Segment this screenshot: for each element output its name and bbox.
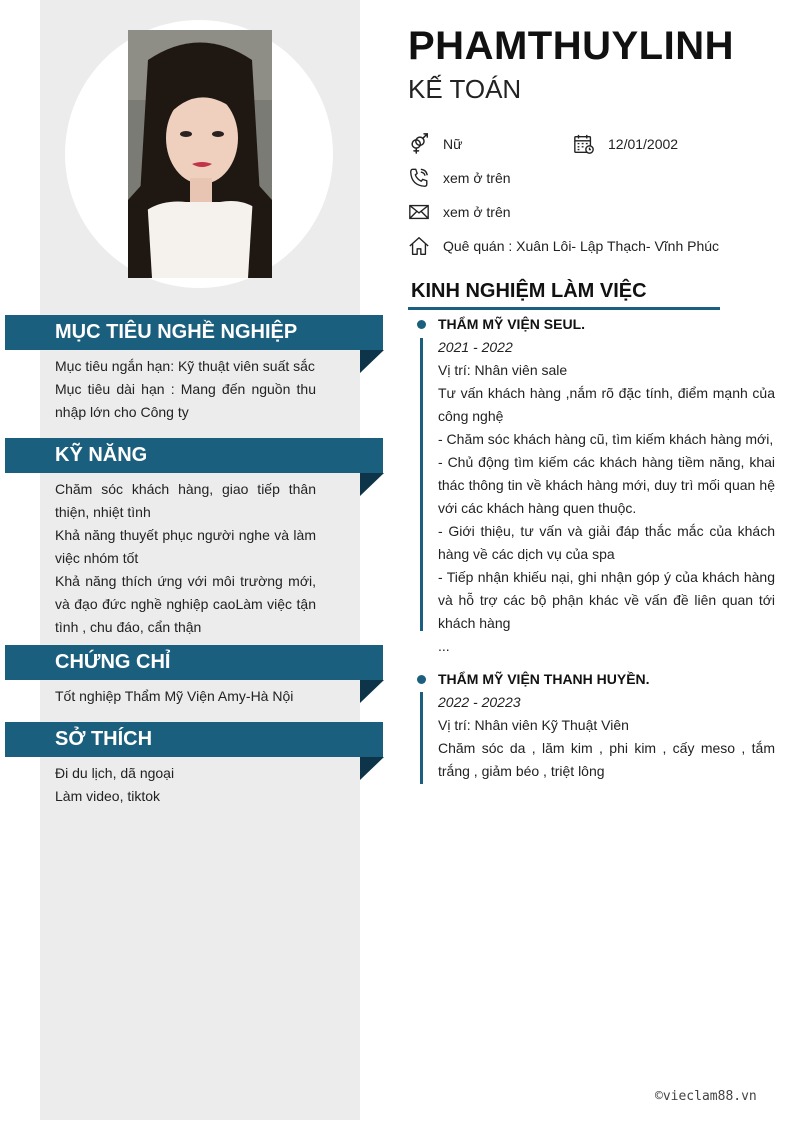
phone-icon xyxy=(408,167,430,189)
address-row xyxy=(408,235,719,257)
phone-row xyxy=(408,167,511,189)
job-position: Vị trí: Nhân viên sale xyxy=(438,362,568,378)
certificates-body xyxy=(55,685,316,708)
phone-value: xem ở trên xyxy=(443,170,511,186)
objective-title: MỤC TIÊU NGHỀ NGHIỆP xyxy=(55,321,298,343)
home-icon xyxy=(408,235,430,257)
certificates-fold xyxy=(360,680,384,703)
gender-value: Nữ xyxy=(443,136,463,152)
skills-title: KỸ NĂNG xyxy=(55,444,148,466)
birthdate-row xyxy=(573,133,678,155)
objective-short-term: Mục tiêu ngắn hạn: Kỹ thuật viên suất sắc xyxy=(55,358,315,374)
email-row xyxy=(408,201,511,223)
email-value: xem ở trên xyxy=(443,204,511,220)
candidate-name: PHAMTHUYLINH xyxy=(408,24,734,68)
experience-underline xyxy=(408,307,720,310)
hobby-item: Đi du lịch, dã ngoại xyxy=(55,765,175,781)
calendar-icon xyxy=(573,133,595,155)
job-title: KẾ TOÁN xyxy=(408,74,522,104)
skill-item: Khả năng thuyết phục người nghe và làm việc nhóm tốt xyxy=(55,527,316,566)
job-line: - Tiếp nhận khiếu nại, ghi nhận góp ý của khách hàng và hỗ trợ các bộ phận khác về vấn đề liên quan tới khách hàng xyxy=(438,569,775,631)
skills-header xyxy=(5,438,383,473)
hobbies-fold xyxy=(360,757,384,780)
skill-item: Chăm sóc khách hàng, giao tiếp thân thiện, nhiệt tình xyxy=(55,481,316,520)
hobbies-header xyxy=(5,722,383,757)
job-line: - Giới thiệu, tư vấn và giải đáp thắc mắc của khách hàng về các dịch vụ của spa xyxy=(438,523,775,562)
objective-fold xyxy=(360,350,384,373)
timeline-line xyxy=(420,692,423,784)
job-line: ... xyxy=(438,638,450,654)
experience-heading: KINH NGHIỆM LÀM VIỆC xyxy=(411,280,647,302)
timeline-dot xyxy=(417,675,426,684)
watermark: ©vieclam88.vn xyxy=(655,1089,757,1104)
birthdate-value: 12/01/2002 xyxy=(608,136,679,152)
experience-job xyxy=(438,313,775,658)
hobby-item: Làm video, tiktok xyxy=(55,788,161,804)
gender-row xyxy=(408,133,462,155)
company-name: THẨM MỸ VIỆN THANH HUYỀN. xyxy=(438,671,650,687)
skills-fold xyxy=(360,473,384,496)
experience-job xyxy=(438,668,775,783)
gender-icon xyxy=(408,133,430,155)
job-line: Chăm sóc da , lăm kim , phi kim , cấy meso , tắm trắng , giảm béo , triệt lông xyxy=(438,740,775,779)
timeline-line xyxy=(420,338,423,631)
address-value: Quê quán : Xuân Lôi- Lập Thạch- Vĩnh Phúc xyxy=(443,238,720,254)
job-line: - Chủ động tìm kiếm các khách hàng tiềm năng, khai thác thông tin về khách hàng mới, duy trì mối quan hệ với các khách hàng quen thuộc. xyxy=(438,454,775,516)
job-period: 2022 - 20223 xyxy=(438,694,521,710)
certificates-title: CHỨNG CHỈ xyxy=(55,651,171,673)
hobbies-title: SỞ THÍCH xyxy=(55,728,153,750)
hobbies-body xyxy=(55,762,316,808)
objective-header xyxy=(5,315,383,350)
job-line: - Chăm sóc khách hàng cũ, tìm kiếm khách hàng mới, xyxy=(438,431,774,447)
job-position: Vị trí: Nhân viên Kỹ Thuật Viên xyxy=(438,717,629,733)
certificate-item: Tốt nghiệp Thẩm Mỹ Viện Amy-Hà Nội xyxy=(55,688,294,704)
job-line: Tư vấn khách hàng ,nắm rõ đặc tính, điểm mạnh của công nghệ xyxy=(438,385,775,424)
objective-long-term: Mục tiêu dài hạn : Mang đến nguồn thu nhập lớn cho Công ty xyxy=(55,381,316,420)
job-period: 2021 - 2022 xyxy=(438,339,513,355)
skill-item: Khả năng thích ứng với môi trường mới, và đạo đức nghề nghiệp caoLàm việc tận tình , chu đáo, cẩn thận xyxy=(55,573,316,635)
company-name: THẨM MỸ VIỆN SEUL. xyxy=(438,316,586,332)
avatar xyxy=(128,30,272,278)
certificates-header xyxy=(5,645,383,680)
mail-icon xyxy=(408,201,430,223)
timeline-dot xyxy=(417,320,426,329)
objective-body xyxy=(55,355,316,424)
skills-body xyxy=(55,478,316,639)
